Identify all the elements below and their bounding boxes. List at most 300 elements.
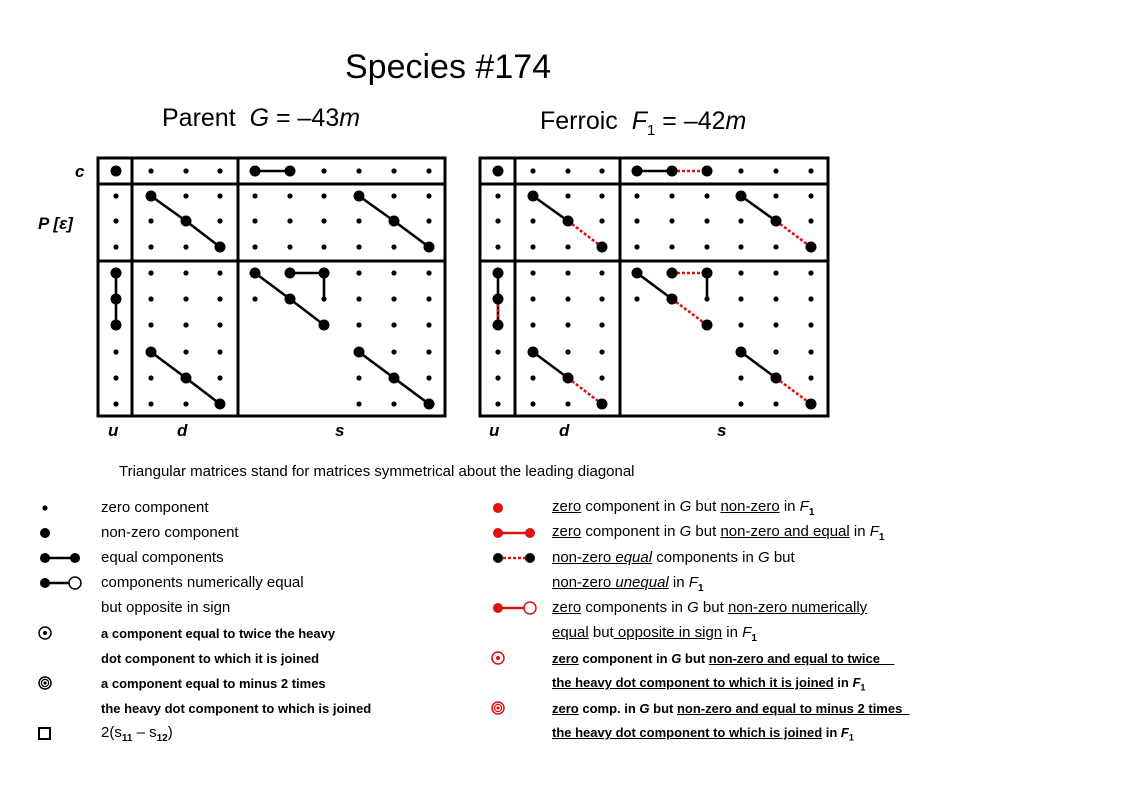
r8-heavy-dot: the heavy dot component to which it is joined bbox=[552, 675, 834, 690]
square-sub-2: 12 bbox=[156, 733, 168, 744]
col-label-u-parent: u bbox=[108, 421, 119, 440]
nonzero-dot bbox=[528, 191, 539, 202]
zero-dot bbox=[252, 193, 257, 198]
nonzero-dot bbox=[319, 320, 330, 331]
legend-minus2-center bbox=[43, 681, 46, 684]
zero-dot bbox=[495, 193, 500, 198]
nonzero-dot bbox=[493, 268, 504, 279]
r9-comp-in: comp. in bbox=[578, 701, 640, 716]
legend-opposite-open-dot bbox=[69, 577, 81, 589]
row-label-p: P [ε] bbox=[38, 214, 73, 233]
r10-f: F bbox=[840, 725, 849, 740]
zero-dot bbox=[738, 168, 743, 173]
zero-dot bbox=[634, 193, 639, 198]
zero-dot bbox=[217, 193, 222, 198]
zero-dot bbox=[634, 296, 639, 301]
legend-equal-dot-b bbox=[70, 553, 80, 563]
zero-dot bbox=[183, 270, 188, 275]
zero-dot bbox=[426, 375, 431, 380]
zero-dot bbox=[669, 218, 674, 223]
equal-line bbox=[255, 273, 290, 299]
nonzero-dot bbox=[389, 216, 400, 227]
equal-line bbox=[741, 352, 776, 378]
legend-dotted-text-1 bbox=[552, 549, 795, 566]
legend-red-opposite-dot bbox=[493, 603, 503, 613]
nonzero-dot bbox=[146, 347, 157, 358]
r1-f-sub: 1 bbox=[808, 507, 815, 518]
r4-f: F bbox=[688, 574, 698, 591]
r3-g: G bbox=[757, 549, 770, 566]
nonzero-dot bbox=[111, 320, 122, 331]
zero-dot bbox=[738, 296, 743, 301]
zero-dot bbox=[217, 168, 222, 173]
nonzero-dot bbox=[215, 399, 226, 410]
nonzero-dot bbox=[771, 216, 782, 227]
nonzero-dot bbox=[285, 294, 296, 305]
zero-dot bbox=[183, 193, 188, 198]
r5-nonzero-numerically: non-zero numerically bbox=[727, 599, 868, 616]
legend-dotted-dot-b bbox=[525, 553, 535, 563]
nonzero-dot bbox=[215, 242, 226, 253]
zero-dot bbox=[565, 322, 570, 327]
r8-f-sub: 1 bbox=[860, 682, 866, 693]
zero-dot bbox=[426, 349, 431, 354]
zero-dot bbox=[148, 296, 153, 301]
parent-label: Parent bbox=[162, 104, 236, 132]
legend-red-opposite-text-1 bbox=[552, 599, 867, 616]
r5-components-in: components in bbox=[581, 599, 688, 616]
zero-dot bbox=[738, 218, 743, 223]
square-text-post: ) bbox=[167, 724, 173, 741]
zero-dot bbox=[599, 349, 604, 354]
zero-dot bbox=[808, 322, 813, 327]
parent-value: = –43 bbox=[269, 104, 340, 132]
r1-but: but bbox=[691, 498, 721, 515]
r6-f-sub: 1 bbox=[751, 633, 757, 644]
zero-dot bbox=[426, 270, 431, 275]
zero-dot bbox=[148, 244, 153, 249]
nonzero-dot bbox=[702, 320, 713, 331]
zero-dot bbox=[808, 193, 813, 198]
legend-nonzero-text: non-zero component bbox=[101, 524, 239, 541]
r4-nonzero: non-zero bbox=[552, 574, 616, 591]
legend-red-equal-text bbox=[552, 523, 884, 543]
zero-dot bbox=[391, 349, 396, 354]
r8-in: in bbox=[833, 675, 853, 690]
row-label-c: c bbox=[75, 162, 85, 181]
r7-component-in: component in bbox=[578, 651, 672, 666]
zero-dot bbox=[356, 270, 361, 275]
r6-but: but bbox=[588, 624, 614, 641]
col-label-d-parent: d bbox=[177, 421, 188, 440]
legend-red-equal-dot-a bbox=[493, 528, 503, 538]
legend-minus2-text-2: the heavy dot component to which is joined bbox=[101, 701, 372, 716]
zero-dot bbox=[738, 401, 743, 406]
zero-dot bbox=[530, 375, 535, 380]
nonzero-dot bbox=[632, 268, 643, 279]
r1-in: in bbox=[779, 498, 800, 515]
equal-line bbox=[394, 221, 429, 247]
ferroic-symbol: F bbox=[631, 107, 647, 135]
zero-dot bbox=[808, 375, 813, 380]
zero-dot bbox=[183, 168, 188, 173]
zero-dot bbox=[704, 218, 709, 223]
zero-dot bbox=[391, 244, 396, 249]
legend-minus2-text-1: a component equal to minus 2 times bbox=[101, 676, 326, 691]
zero-dot bbox=[148, 168, 153, 173]
zero-dot bbox=[565, 168, 570, 173]
nonzero-dot bbox=[285, 268, 296, 279]
r6-f: F bbox=[742, 624, 752, 641]
zero-dot bbox=[148, 322, 153, 327]
zero-dot bbox=[808, 168, 813, 173]
zero-dot bbox=[356, 401, 361, 406]
zero-dot bbox=[530, 322, 535, 327]
zero-dot bbox=[321, 168, 326, 173]
r2-but: but bbox=[691, 523, 721, 540]
zero-dot bbox=[287, 244, 292, 249]
zero-dot bbox=[599, 168, 604, 173]
zero-dot bbox=[356, 168, 361, 173]
legend-red-opposite-open-dot bbox=[524, 602, 536, 614]
r10-f-sub: 1 bbox=[848, 732, 854, 743]
r3-but: but bbox=[769, 549, 795, 566]
legend-red-zero-text bbox=[552, 498, 814, 518]
zero-dot bbox=[599, 193, 604, 198]
zero-dot bbox=[183, 349, 188, 354]
dotted-unequal-line bbox=[776, 378, 811, 404]
zero-dot bbox=[738, 375, 743, 380]
zero-dot bbox=[565, 193, 570, 198]
ferroic-subscript: 1 bbox=[646, 122, 656, 139]
nonzero-dot bbox=[111, 166, 122, 177]
r1-nonzero: non-zero bbox=[720, 498, 780, 515]
r2-f: F bbox=[869, 523, 879, 540]
zero-dot bbox=[565, 401, 570, 406]
zero-dot bbox=[495, 244, 500, 249]
r2-in: in bbox=[849, 523, 870, 540]
zero-dot bbox=[773, 296, 778, 301]
zero-dot bbox=[391, 193, 396, 198]
legend-red-minus2-center bbox=[496, 706, 499, 709]
zero-dot bbox=[356, 218, 361, 223]
r1-g: G bbox=[679, 498, 692, 515]
square-text-pre: 2(s bbox=[101, 724, 122, 741]
zero-dot bbox=[321, 218, 326, 223]
zero-dot bbox=[669, 193, 674, 198]
legend-square-icon bbox=[39, 728, 50, 739]
zero-dot bbox=[773, 401, 778, 406]
legend-dotted-text-2 bbox=[552, 574, 704, 594]
nonzero-dot bbox=[285, 166, 296, 177]
nonzero-dot bbox=[667, 166, 678, 177]
zero-dot bbox=[495, 375, 500, 380]
nonzero-dot bbox=[702, 268, 713, 279]
equal-line bbox=[637, 273, 672, 299]
r1-component-in: component in bbox=[581, 498, 680, 515]
zero-dot bbox=[773, 270, 778, 275]
zero-dot bbox=[565, 349, 570, 354]
zero-dot bbox=[148, 375, 153, 380]
equal-line bbox=[186, 378, 220, 404]
legend-red-twice-text-1 bbox=[552, 651, 894, 666]
r8-f: F bbox=[852, 675, 861, 690]
r3-nonzero: non-zero bbox=[552, 549, 616, 566]
zero-dot bbox=[426, 218, 431, 223]
r5-but: but bbox=[698, 599, 728, 616]
nonzero-dot bbox=[389, 373, 400, 384]
legend-red-opposite-text-2 bbox=[552, 624, 757, 644]
r7-but: but bbox=[681, 651, 709, 666]
nonzero-dot bbox=[424, 242, 435, 253]
nonzero-dot bbox=[493, 294, 504, 305]
zero-dot bbox=[773, 322, 778, 327]
r2-f-sub: 1 bbox=[878, 532, 885, 543]
zero-dot bbox=[217, 296, 222, 301]
zero-dot bbox=[113, 401, 118, 406]
ferroic-value: = –42 bbox=[655, 107, 726, 135]
dotted-unequal-line bbox=[568, 378, 602, 404]
zero-dot bbox=[356, 244, 361, 249]
zero-dot bbox=[530, 270, 535, 275]
r10-heavy-dot: the heavy dot component to which is joined bbox=[552, 725, 823, 740]
zero-dot bbox=[183, 322, 188, 327]
legend-zero-text: zero component bbox=[101, 499, 209, 516]
nonzero-dot bbox=[181, 373, 192, 384]
zero-dot bbox=[773, 193, 778, 198]
legend-dotted-dot-a bbox=[493, 553, 503, 563]
dotted-unequal-line bbox=[776, 221, 811, 247]
nonzero-dot bbox=[667, 268, 678, 279]
zero-dot bbox=[113, 375, 118, 380]
r4-unequal: unequal bbox=[615, 574, 669, 591]
zero-dot bbox=[391, 401, 396, 406]
zero-dot bbox=[530, 296, 535, 301]
zero-dot bbox=[565, 296, 570, 301]
zero-dot bbox=[738, 244, 743, 249]
r10-in: in bbox=[822, 725, 841, 740]
legend-opposite-text-2: but opposite in sign bbox=[101, 599, 231, 616]
ferroic-unit: m bbox=[725, 107, 747, 135]
nonzero-dot bbox=[563, 216, 574, 227]
zero-dot bbox=[495, 349, 500, 354]
zero-dot bbox=[148, 401, 153, 406]
parent-symbol: G bbox=[249, 104, 270, 132]
zero-dot bbox=[738, 322, 743, 327]
zero-dot bbox=[391, 168, 396, 173]
legend-equal-dot-a bbox=[40, 553, 50, 563]
square-text-mid: – s bbox=[132, 724, 157, 741]
zero-dot bbox=[530, 218, 535, 223]
zero-dot bbox=[183, 401, 188, 406]
nonzero-dot bbox=[354, 191, 365, 202]
zero-dot bbox=[287, 218, 292, 223]
nonzero-dot bbox=[806, 399, 817, 410]
zero-dot bbox=[252, 244, 257, 249]
r6-opposite-in-sign: opposite in sign bbox=[613, 624, 723, 641]
zero-dot bbox=[530, 168, 535, 173]
equal-line bbox=[359, 352, 394, 378]
zero-dot bbox=[599, 270, 604, 275]
r1-f: F bbox=[799, 498, 809, 515]
legend-red-twice-text-2 bbox=[552, 675, 865, 693]
equal-line bbox=[290, 299, 324, 325]
zero-dot bbox=[634, 218, 639, 223]
nonzero-dot bbox=[181, 216, 192, 227]
legend-twice-text-2: dot component to which it is joined bbox=[101, 651, 320, 666]
col-label-d-ferroic: d bbox=[559, 421, 570, 440]
zero-dot bbox=[113, 244, 118, 249]
zero-dot bbox=[113, 193, 118, 198]
ferroic-label: Ferroic bbox=[540, 107, 618, 135]
nonzero-dot bbox=[736, 347, 747, 358]
zero-dot bbox=[426, 322, 431, 327]
nonzero-dot bbox=[806, 242, 817, 253]
legend-nonzero-dot bbox=[40, 528, 50, 538]
r9-nonzero-minus2: non-zero and equal to minus 2 times bbox=[676, 701, 910, 716]
zero-dot bbox=[530, 244, 535, 249]
equal-line bbox=[151, 352, 186, 378]
equal-line bbox=[533, 196, 568, 221]
equal-line bbox=[533, 352, 568, 378]
zero-dot bbox=[183, 296, 188, 301]
r9-but: but bbox=[649, 701, 677, 716]
equal-line bbox=[186, 221, 220, 247]
zero-dot bbox=[704, 244, 709, 249]
nonzero-dot bbox=[111, 294, 122, 305]
zero-dot bbox=[356, 296, 361, 301]
zero-dot bbox=[773, 168, 778, 173]
dotted-unequal-line bbox=[672, 299, 707, 325]
nonzero-dot bbox=[354, 347, 365, 358]
nonzero-dot bbox=[563, 373, 574, 384]
zero-dot bbox=[426, 193, 431, 198]
zero-dot bbox=[808, 349, 813, 354]
dotted-unequal-line bbox=[568, 221, 602, 247]
zero-dot bbox=[356, 375, 361, 380]
r7-zero: zero bbox=[552, 651, 579, 666]
legend-opposite-dot-a bbox=[40, 578, 50, 588]
zero-dot bbox=[183, 244, 188, 249]
r2-component-in: component in bbox=[581, 523, 680, 540]
nonzero-dot bbox=[250, 166, 261, 177]
r3-components-in: components in bbox=[652, 549, 758, 566]
zero-dot bbox=[252, 218, 257, 223]
zero-dot bbox=[217, 218, 222, 223]
zero-dot bbox=[217, 270, 222, 275]
r6-in: in bbox=[722, 624, 743, 641]
r2-zero: zero bbox=[552, 523, 582, 540]
nonzero-dot bbox=[702, 166, 713, 177]
equal-line bbox=[151, 196, 186, 221]
nonzero-dot bbox=[632, 166, 643, 177]
r3-equal: equal bbox=[615, 549, 653, 566]
nonzero-dot bbox=[771, 373, 782, 384]
r9-zero: zero bbox=[552, 701, 579, 716]
r5-zero: zero bbox=[552, 599, 582, 616]
zero-dot bbox=[565, 270, 570, 275]
zero-dot bbox=[599, 322, 604, 327]
nonzero-dot bbox=[597, 399, 608, 410]
zero-dot bbox=[808, 296, 813, 301]
equal-line bbox=[394, 378, 429, 404]
zero-dot bbox=[530, 401, 535, 406]
zero-dot bbox=[599, 218, 604, 223]
nonzero-dot bbox=[493, 166, 504, 177]
col-label-u-ferroic: u bbox=[489, 421, 500, 440]
zero-dot bbox=[599, 375, 604, 380]
equal-line bbox=[741, 196, 776, 221]
zero-dot bbox=[599, 296, 604, 301]
zero-dot bbox=[565, 244, 570, 249]
legend-red-minus2-text-1 bbox=[552, 701, 910, 716]
page-title: Species #174 bbox=[345, 48, 552, 86]
legend-zero-dot bbox=[42, 505, 47, 510]
nonzero-dot bbox=[736, 191, 747, 202]
col-label-s-ferroic: s bbox=[717, 421, 727, 440]
legend-red-dot bbox=[493, 503, 503, 513]
zero-dot bbox=[634, 244, 639, 249]
zero-dot bbox=[495, 401, 500, 406]
parent-unit: m bbox=[339, 104, 361, 132]
r4-f-sub: 1 bbox=[697, 583, 704, 594]
zero-dot bbox=[773, 349, 778, 354]
zero-dot bbox=[391, 296, 396, 301]
zero-dot bbox=[426, 296, 431, 301]
legend-red-equal-dot-b bbox=[525, 528, 535, 538]
zero-dot bbox=[148, 270, 153, 275]
legend-red-twice-center bbox=[496, 656, 500, 660]
zero-dot bbox=[356, 322, 361, 327]
zero-dot bbox=[391, 322, 396, 327]
zero-dot bbox=[426, 168, 431, 173]
zero-dot bbox=[148, 218, 153, 223]
nonzero-dot bbox=[493, 320, 504, 331]
zero-dot bbox=[495, 218, 500, 223]
zero-dot bbox=[113, 218, 118, 223]
nonzero-dot bbox=[146, 191, 157, 202]
nonzero-dot bbox=[667, 294, 678, 305]
legend-equal-text: equal components bbox=[101, 549, 224, 566]
zero-dot bbox=[217, 375, 222, 380]
legend-twice-center bbox=[43, 631, 47, 635]
zero-dot bbox=[669, 244, 674, 249]
zero-dot bbox=[287, 193, 292, 198]
r4-in: in bbox=[668, 574, 689, 591]
nonzero-dot bbox=[319, 268, 330, 279]
zero-dot bbox=[113, 349, 118, 354]
r1-zero: zero bbox=[552, 498, 582, 515]
legend-opposite-text-1: components numerically equal bbox=[101, 574, 304, 591]
zero-dot bbox=[704, 193, 709, 198]
zero-dot bbox=[321, 193, 326, 198]
square-sub-1: 11 bbox=[121, 733, 133, 744]
zero-dot bbox=[738, 270, 743, 275]
zero-dot bbox=[217, 322, 222, 327]
triangular-note: Triangular matrices stand for matrices symmetrical about the leading diagonal bbox=[119, 463, 635, 480]
legend-square-text bbox=[101, 724, 173, 744]
col-label-s-parent: s bbox=[335, 421, 345, 440]
r9-g: G bbox=[639, 701, 650, 716]
legend-twice-text-1: a component equal to twice the heavy bbox=[101, 626, 336, 641]
r7-g: G bbox=[671, 651, 682, 666]
nonzero-dot bbox=[424, 399, 435, 410]
r5-g: G bbox=[687, 599, 699, 616]
zero-dot bbox=[808, 270, 813, 275]
nonzero-dot bbox=[111, 268, 122, 279]
zero-dot bbox=[808, 218, 813, 223]
r2-nonzero-equal: non-zero and equal bbox=[720, 523, 850, 540]
